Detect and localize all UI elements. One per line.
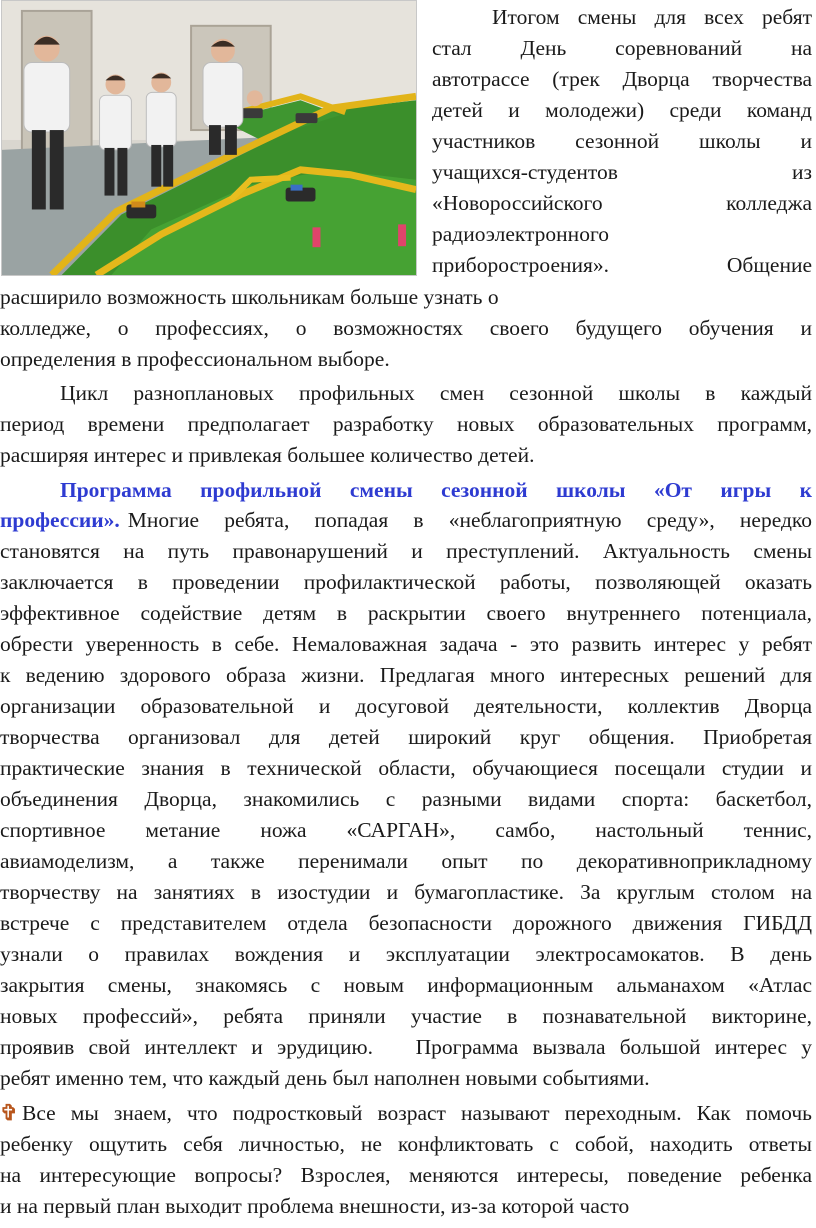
para4-line: на интересующие вопросы? Взрослея, меняются интересы, поведение ребенка — [0, 1163, 812, 1187]
para4-first-line — [0, 1098, 812, 1128]
para3-line: обрести уверенность в себе. Немаловажная задача - это развить интерес у ребят — [0, 632, 812, 656]
para1-wrap-line: «Новороссийского колледжа — [432, 191, 812, 215]
track-photo-image — [2, 1, 416, 275]
para1-line: колледже, о профессиях, о возможностях своего будущего обучения и — [0, 316, 812, 340]
para1-wrap-line: участников сезонной школы и — [432, 129, 812, 153]
para4-line: и на первый план выходит проблема внешности, из-за которой часто — [0, 1194, 630, 1218]
para3-line: организации образовательной и досуговой деятельности, коллектив Дворца — [0, 694, 812, 718]
para3-line: новых профессий», ребята приняли участие в познавательной викторине, — [0, 1004, 812, 1028]
para1-wrap-line: автотрассе (трек Дворца творчества — [432, 67, 812, 91]
para4-line: ребенку ощутить себя личностью, не конфликтовать с собой, находить ответы — [0, 1132, 812, 1156]
para2-line: период времени предполагает разработку новых образовательных программ, — [0, 412, 812, 436]
para1-wrap-line: учащихся-студентов из — [432, 160, 812, 184]
para2-line: расширяя интерес и привлекая большее количество детей. — [0, 443, 535, 467]
para3-line: ребят именно тем, что каждый день был наполнен новыми событиями. — [0, 1066, 650, 1090]
para2-line: Цикл разноплановых профильных смен сезонной школы в каждый — [60, 381, 812, 405]
para3-line: авиамоделизм, а также перенимали опыт по декоративноприкладному — [0, 849, 812, 873]
para3-line: объединения Дворца, знакомились с разными видами спорта: баскетбол, — [0, 787, 812, 811]
para3-line: спортивное метание ножа «САРГАН», самбо, настольный теннис, — [0, 818, 812, 842]
para3-line: закрытия смены, знакомясь с новым информационным альманахом «Атлас — [0, 973, 812, 997]
program-heading: Программа профильной смены сезонной школы «От игры к — [60, 478, 812, 502]
para3-line: эффективное содействие детям в раскрытии своего внутреннего потенциала, — [0, 601, 812, 625]
track-photo — [1, 0, 417, 276]
para3-line: к ведению здорового образа жизни. Предлагая много интересных решений для — [0, 663, 812, 687]
para3-line: творчества организовал для детей широкий круг общения. Приобретая — [0, 725, 812, 749]
para3-line: Многие ребята, попадая в «неблагоприятную среду», нередко — [127, 508, 812, 532]
program-heading-end: профессии». — [0, 508, 120, 532]
para1-line: определения в профессиональном выборе. — [0, 347, 390, 371]
para3-line: проявив свой интеллект и эрудицию. Программа вызвала большой интерес у — [0, 1035, 812, 1059]
para3-line: становятся на путь правонарушений и преступлений. Актуальность смены — [0, 539, 812, 563]
para1-wrap-line: Итогом смены для всех ребят — [492, 5, 812, 29]
para3-line: встрече с представителем отдела безопасности дорожного движения ГИБДД — [0, 911, 812, 935]
para1-wrap-line: стал День соревнований на — [432, 36, 812, 60]
para3-line: творчеству на занятиях в изостудии и бумагопластике. За круглым столом на — [0, 880, 812, 904]
para1-wrap-line: приборостроения». Общение — [432, 253, 812, 277]
para1-line: расширило возможность школьникам больше узнать о — [0, 285, 499, 309]
para4-line: Все мы знаем, что подростковый возраст называют переходным. Как помочь — [22, 1101, 812, 1125]
para3-first-line — [0, 505, 812, 535]
para3-line: практические знания в технической области, обучающиеся посещали студии и — [0, 756, 812, 780]
para1-wrap-line: радиоэлектронного — [432, 222, 609, 246]
para3-line: узнали о правилах вождения и эксплуатации электросамокатов. В день — [0, 942, 812, 966]
cross-bullet-icon: ✞ — [0, 1101, 19, 1125]
para3-line: заключается в проведении профилактической работы, позволяющей оказать — [0, 570, 812, 594]
para1-wrap-line: детей и молодежи) среди команд — [432, 98, 812, 122]
